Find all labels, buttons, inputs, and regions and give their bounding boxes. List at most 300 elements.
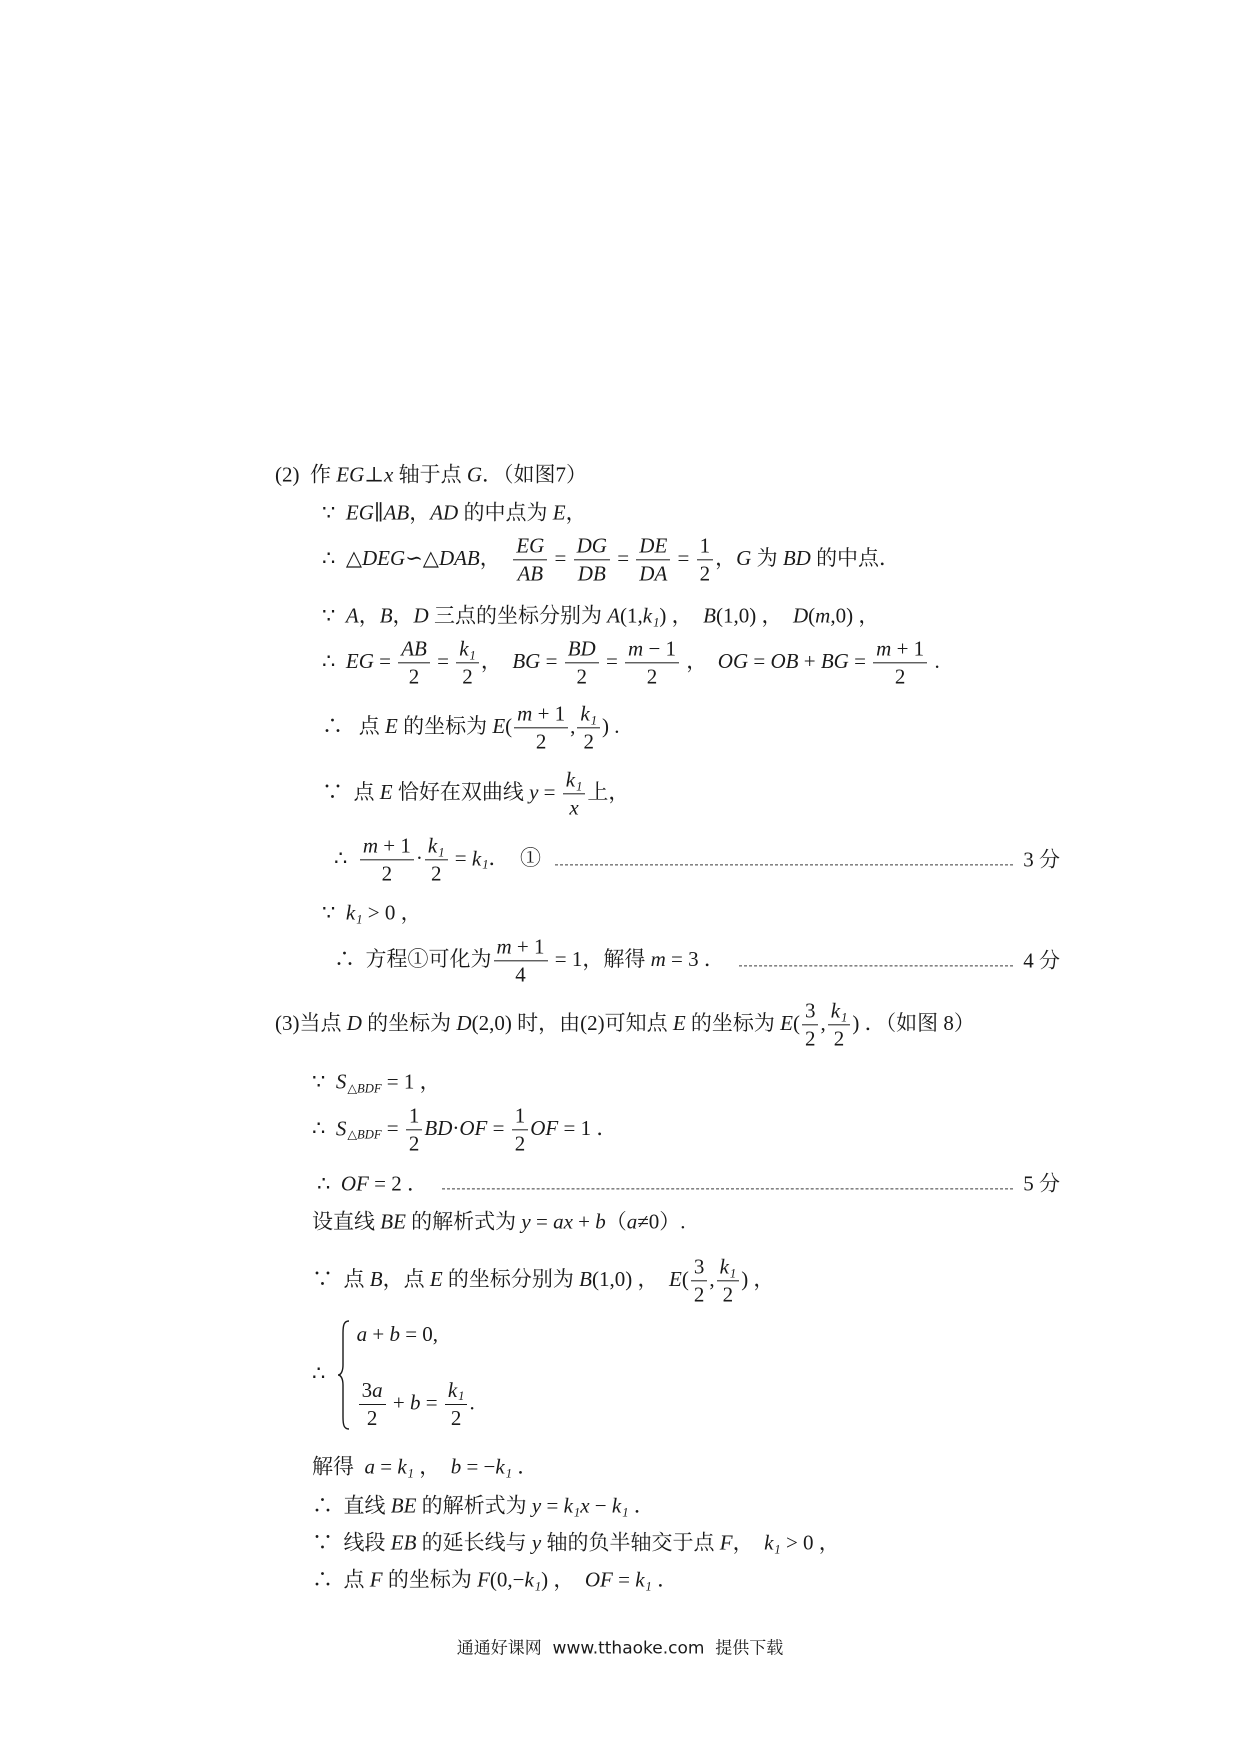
text-run: = (487, 1115, 510, 1140)
text-run: 2 (514, 1131, 526, 1156)
fraction-numerator (494, 934, 548, 961)
part2-step-solve-m (334, 934, 1060, 987)
text-run: 2 (722, 1282, 734, 1307)
text-run: + 1 (378, 833, 411, 858)
math-variable (669, 1267, 682, 1291)
text-run: 2 (366, 1405, 378, 1430)
math-subscript: 1 (534, 1579, 542, 1594)
text-run: 3 (804, 998, 816, 1023)
math-variable-letter: OF (584, 1567, 613, 1592)
part3-step-point-f (312, 1566, 678, 1593)
math-variable (815, 603, 830, 627)
text-run: − (589, 1493, 612, 1518)
text-run: = (672, 545, 695, 570)
part2-step-similar-triangles (322, 533, 900, 586)
math-variable-letter: k (495, 1454, 505, 1479)
math-variable (639, 562, 667, 586)
fraction-numerator (398, 636, 430, 663)
math-variable (718, 649, 748, 673)
math-variable (607, 603, 620, 627)
fraction-numerator (636, 533, 670, 560)
text-run: = (549, 545, 572, 570)
fraction-denominator (644, 664, 661, 690)
math-variable (595, 1209, 606, 1233)
math-variable-letter: G (466, 462, 482, 487)
math-variable (397, 1454, 414, 1481)
math-variable (380, 603, 393, 627)
math-variable-letter: S (335, 1115, 347, 1140)
text-run: 的坐标为 (361, 1010, 457, 1035)
math-variable (780, 1011, 793, 1035)
text-run: 的坐标为 (382, 1567, 478, 1592)
math-variable (736, 546, 751, 570)
math-variable-letter: OG (717, 648, 749, 673)
text-run: = (375, 1454, 398, 1479)
text-run: . (469, 1390, 475, 1415)
text-run: 2 (462, 664, 473, 689)
math-subscript: 1 (573, 1505, 581, 1520)
math-variable (512, 649, 540, 673)
text-run: ∵ (322, 500, 346, 525)
math-variable-letter: E (429, 1266, 443, 1291)
text-run: ， (732, 1530, 765, 1555)
fraction-numerator (360, 833, 414, 860)
math-variable (365, 1454, 376, 1478)
text-run: 2 (450, 1405, 462, 1430)
math-variable-letter: EG (336, 462, 365, 487)
math-variable (347, 1011, 362, 1035)
math-variable-letter: k (524, 1567, 534, 1592)
text-run: ∴ 点 (322, 713, 385, 738)
math-variable (578, 562, 606, 586)
math-variable-letter: E (668, 1266, 682, 1291)
math-variable (553, 500, 566, 524)
text-run: = 2 ． (368, 1171, 428, 1196)
fraction-denominator (697, 561, 714, 587)
left-brace-icon (337, 1319, 351, 1431)
dotted-leader (555, 865, 1013, 866)
text-run: 的延长线与 (416, 1530, 532, 1555)
fraction-numerator (577, 701, 600, 728)
text-run: 2 (408, 664, 420, 689)
math-variable-letter: D (346, 1010, 362, 1035)
math-variable (793, 603, 808, 627)
part2-step-point-e (322, 701, 620, 754)
fraction-denominator (512, 1131, 529, 1157)
math-variable-letter: EG (345, 500, 374, 525)
text-run: (1,0) ， (715, 603, 793, 628)
text-run: 2 (430, 861, 442, 886)
part3-step-line-be (312, 1208, 686, 1235)
text-run: ． ① (488, 845, 541, 870)
fraction-denominator (566, 795, 581, 821)
text-run: ． (651, 1567, 679, 1592)
math-variable-letter: OF (340, 1171, 369, 1196)
math-variable-letter: EG (516, 533, 545, 558)
text-run: 的解析式为 (416, 1493, 532, 1518)
math-subscript: 1 (469, 648, 476, 663)
system-rows (357, 1319, 475, 1431)
math-variable (451, 1454, 462, 1478)
math-variable (391, 1530, 417, 1554)
math-variable (370, 1567, 383, 1591)
math-variable (635, 1567, 652, 1594)
math-variable-letter: B (703, 603, 716, 628)
text-run: (0,− (489, 1567, 525, 1592)
math-variable-letter: AD (430, 500, 459, 525)
math-variable-letter: k (563, 1493, 573, 1518)
text-run: + (572, 1209, 596, 1234)
math-variable (565, 767, 583, 794)
fraction-numerator (359, 1378, 386, 1405)
math-variable (579, 1267, 592, 1291)
part3-step-of-value (317, 1170, 1060, 1197)
math-variable-letter: DEG (362, 545, 406, 570)
text-run: (2) 作 (275, 462, 337, 487)
math-variable-letter: BD (424, 1115, 453, 1140)
math-subscript: 1 (356, 912, 363, 927)
text-run: 1 (699, 533, 711, 558)
math-subscript: 1 (482, 857, 489, 872)
fraction (398, 636, 430, 689)
text-run: 恰好在双曲线 (392, 779, 530, 804)
math-variable-letter: D (792, 603, 809, 628)
math-variable-letter: y (529, 779, 539, 804)
math-variable-letter: k (471, 845, 482, 870)
math-subscript: 1 (622, 1505, 629, 1520)
fraction-denominator (580, 729, 597, 755)
text-run: ⊥ (364, 462, 384, 487)
math-variable (770, 649, 798, 673)
fraction (445, 1378, 468, 1431)
line-content (334, 833, 541, 886)
math-variable (719, 1254, 737, 1281)
equation-system (337, 1319, 475, 1431)
text-run: 2 (583, 729, 594, 754)
math-variable (427, 833, 445, 860)
text-run: − 1 (643, 636, 677, 661)
text-run: = 1 ． (558, 1115, 618, 1140)
fraction-numerator (565, 636, 599, 663)
math-variable (456, 1011, 471, 1035)
math-variable-letter: EG (345, 648, 374, 673)
text-run: ≠0）. (637, 1209, 686, 1234)
fraction-denominator (691, 1282, 708, 1308)
text-run: ． (628, 1493, 655, 1518)
text-run: ) ．（如图 8） (852, 1010, 975, 1035)
text-run: 1 (408, 1103, 420, 1128)
text-run: = (540, 648, 563, 673)
text-run: = (449, 845, 472, 870)
math-variable (391, 1493, 417, 1517)
part3-step-line-be-result (312, 1492, 655, 1519)
text-run: + 1 (511, 934, 545, 959)
fraction (574, 533, 610, 586)
math-variable-letter: k (580, 701, 590, 726)
fraction-numerator (802, 998, 819, 1025)
fraction (425, 833, 448, 886)
text-run: ) . (602, 713, 620, 738)
math-variable (410, 1390, 421, 1414)
text-run: ) ， (741, 1266, 775, 1291)
math-variable-letter: EB (390, 1530, 417, 1555)
math-variable-letter: OF (459, 1115, 488, 1140)
math-variable-letter: ax (553, 1209, 573, 1234)
fraction-numerator (445, 1378, 468, 1405)
fraction (697, 533, 714, 586)
math-variable (585, 1567, 613, 1591)
math-variable (430, 1267, 443, 1291)
fraction-numerator (828, 998, 851, 1025)
math-variable-letter: E (780, 1010, 793, 1035)
text-run: 4 (515, 962, 526, 987)
text-run: 解得 (312, 1454, 365, 1479)
score-label: 5 分 (1023, 1171, 1060, 1196)
fraction-numerator (514, 701, 568, 728)
math-variable (335, 1069, 382, 1096)
fraction-denominator (512, 962, 529, 988)
math-variable (524, 1567, 542, 1594)
math-variable-letter: k (719, 1254, 729, 1279)
fraction-denominator (636, 561, 670, 587)
fraction-numerator (574, 533, 610, 560)
math-variable-letter: AB (383, 500, 410, 525)
part2-step-parallel (322, 499, 587, 526)
text-run: = (373, 648, 397, 673)
line-content (334, 934, 725, 987)
fraction (563, 767, 586, 820)
math-variable-letter: k (565, 767, 576, 792)
part3-step-area-given (312, 1068, 441, 1095)
math-variable-letter: b (409, 1390, 421, 1415)
math-variable (673, 1011, 686, 1035)
fraction-numerator (512, 1103, 529, 1130)
fraction (456, 636, 479, 689)
math-variable (627, 1209, 638, 1233)
math-subscript: 1 (653, 615, 660, 630)
part2-step-equation-1 (334, 833, 1060, 886)
math-variable-letter: m (650, 946, 666, 971)
text-run: ， (358, 603, 380, 628)
text-run: 2 (894, 664, 906, 689)
text-run: 轴于点 (393, 462, 467, 487)
fraction-numerator (513, 533, 547, 560)
math-variable (362, 546, 405, 570)
text-run: 的中点． (810, 545, 901, 570)
math-variable (370, 1267, 383, 1291)
fraction-numerator (691, 1254, 708, 1281)
math-variable (830, 998, 848, 1025)
math-variable (529, 780, 538, 804)
fraction-numerator (717, 1254, 740, 1281)
text-run: (2,0) 时，由(2)可知点 (471, 1010, 673, 1035)
system-equation (357, 1378, 475, 1431)
math-variable (764, 1530, 781, 1557)
math-subscript: 1 (774, 1542, 781, 1557)
text-run: （ (605, 1209, 627, 1234)
math-variable (642, 603, 660, 630)
dotted-leader (442, 1188, 1013, 1189)
math-variable-letter: a (356, 1322, 368, 1346)
text-run: ∵ 点 (312, 1266, 370, 1291)
part3-step-extension (312, 1529, 840, 1556)
text-run: = (541, 1493, 564, 1518)
math-variable-letter: G (736, 545, 752, 570)
math-variable-letter: BE (380, 1209, 406, 1234)
math-variable (357, 1322, 368, 1346)
math-variable (569, 796, 578, 820)
system-equation (357, 1321, 475, 1348)
text-run: ,0) ， (830, 603, 880, 628)
math-variable (459, 636, 476, 663)
fraction-denominator (364, 1405, 381, 1431)
math-variable (424, 1116, 452, 1140)
text-run: ∴ (322, 648, 346, 673)
text-run: ∴ △ (322, 545, 363, 570)
math-variable (336, 462, 364, 486)
math-variable-letter: m (517, 701, 533, 726)
fraction-denominator (406, 664, 423, 690)
math-subscript: 1 (576, 779, 583, 794)
math-variable (720, 1530, 733, 1554)
math-variable (346, 649, 374, 673)
footer-credit: 通通好课网 www.tthaoke.com 提供下载 (456, 1638, 784, 1659)
text-run: = (530, 1209, 554, 1234)
text-run: 3 (361, 1377, 373, 1402)
text-run: 三点的坐标分别为 (428, 603, 608, 628)
math-variable-letter: B (369, 1266, 383, 1291)
math-variable-letter: m (496, 934, 512, 959)
fraction (512, 1103, 529, 1156)
math-variable (876, 636, 891, 660)
text-run: + 1 (891, 636, 925, 661)
text-run: ． (512, 1454, 539, 1479)
math-variable-letter: DA (639, 561, 668, 586)
text-run: 的解析式为 (405, 1209, 522, 1234)
math-variable-letter: m (876, 636, 892, 661)
math-variable-letter: DG (576, 533, 607, 558)
fraction-denominator (428, 861, 445, 887)
text-run: (1, (620, 603, 643, 628)
math-variable-letter: y (531, 1530, 542, 1555)
fraction-denominator (831, 1026, 848, 1052)
math-variable (703, 603, 716, 627)
math-variable-letter: k (447, 1377, 458, 1402)
fraction (691, 1254, 708, 1307)
math-variable (783, 546, 811, 570)
text-run: ∴ 直线 (312, 1493, 391, 1518)
text-run: , (820, 1010, 826, 1035)
dotted-leader (739, 966, 1013, 967)
text-run: = (538, 779, 561, 804)
text-run: 2 (646, 664, 658, 689)
fraction (625, 636, 679, 689)
math-variable (532, 1493, 541, 1517)
fraction (802, 998, 819, 1051)
text-run: ∴ (312, 1360, 331, 1385)
math-variable (414, 603, 429, 627)
text-run: ) ， (659, 603, 704, 628)
math-variable-letter: OB (770, 648, 799, 673)
part2-step-lengths (322, 636, 940, 689)
math-variable (336, 1116, 382, 1140)
math-variable (380, 1209, 406, 1233)
part2-heading (275, 461, 587, 488)
text-run: = (748, 648, 771, 673)
math-variable-letter: AB (401, 636, 427, 661)
part2-step-k1-positive (322, 899, 422, 926)
fraction-denominator (533, 729, 550, 755)
math-variable (495, 1454, 513, 1481)
math-variable-letter: E (492, 713, 506, 738)
math-variable-letter: DE (639, 533, 668, 558)
text-run: ∴ 方程①可化为 (334, 946, 492, 971)
text-run: + 1 (532, 701, 566, 726)
fraction (873, 636, 927, 689)
math-variable (341, 1171, 369, 1195)
line-content (317, 1170, 428, 1197)
math-variable-letter: BD (567, 636, 596, 661)
fraction-denominator (575, 561, 609, 587)
math-subscript: △BDF (347, 1127, 382, 1142)
math-variable (384, 462, 393, 486)
score-label: 4 分 (1023, 948, 1060, 973)
math-variable (385, 714, 398, 738)
math-variable (628, 636, 643, 660)
math-subscript: △BDF (347, 1081, 382, 1096)
math-variable (459, 1116, 487, 1140)
part2-step-hyperbola (322, 767, 629, 820)
fraction-denominator (459, 664, 476, 690)
math-variable (380, 780, 393, 804)
math-subscript: 1 (407, 1466, 414, 1481)
text-run: 2 (804, 1026, 816, 1051)
math-variable (532, 1530, 541, 1554)
math-variable (530, 1116, 558, 1140)
math-variable-letter: k (397, 1454, 407, 1479)
text-run: ， (392, 603, 414, 628)
text-run: 的坐标为 (685, 1010, 781, 1035)
math-variable-letter: k (611, 1493, 622, 1518)
math-variable-letter: a (364, 1454, 375, 1479)
math-variable (448, 1378, 465, 1402)
math-variable-letter: D (413, 603, 429, 628)
math-variable (401, 636, 427, 660)
text-run: = 0, (399, 1322, 439, 1346)
math-variable (568, 636, 596, 660)
part3-step-area-formula (312, 1103, 617, 1156)
math-variable-letter: m (815, 603, 831, 628)
math-variable-letter: E (379, 779, 393, 804)
text-run: ∵ (322, 603, 346, 628)
text-run: + (387, 1390, 410, 1415)
part3-step-solution (312, 1453, 538, 1480)
math-variable-letter: DAB (438, 545, 480, 570)
fraction-numerator (697, 533, 714, 560)
math-variable-letter: k (427, 833, 438, 858)
math-subscript: 1 (505, 1466, 513, 1481)
math-variable (577, 533, 607, 557)
text-run: = (431, 648, 455, 673)
math-variable (516, 533, 544, 557)
math-variable-letter: k (635, 1567, 645, 1592)
fraction-denominator (406, 1131, 423, 1157)
fraction-numerator (406, 1103, 423, 1130)
math-variable (521, 1209, 530, 1233)
fraction-denominator (720, 1282, 737, 1308)
math-variable-letter: x (384, 462, 394, 487)
text-run: + (367, 1322, 390, 1346)
